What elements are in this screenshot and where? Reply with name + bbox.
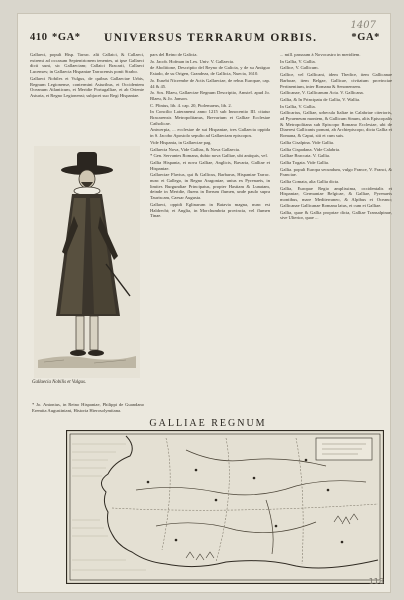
column-entry: Gallice, V. Gallicum.: [280, 65, 319, 71]
margin-number: 118: [368, 577, 384, 586]
column-entry: Jo. Sos. Blaeu, Gallaeciae Regnum Descriptio, Amstel. apud Jo. Blaeu, & Jo. Janson.: [150, 90, 270, 101]
figure-footnote: * Jo. Antonius, in Reino Hispaniae, Philippi de Guandano Eremita Augustiniani, Historia Hierosolymitana.: [32, 402, 144, 413]
text-columns: [30, 52, 392, 440]
pencil-annotation: 1407: [350, 20, 376, 31]
map-title: GALLIAE REGNUM: [149, 418, 267, 429]
column-middle: [150, 52, 270, 440]
column-entry: Gallaeci, oppidi Eglinarum in Batavia magna, nunc est Haldrecht; et Anglia, in Morchumbria provincia, vel flumen Tinae.: [150, 201, 270, 219]
column-entry: C. Plinius, lib. 4. cap. 20, Ptolemaeus, lib. 2.: [150, 102, 232, 108]
column-entry: Gallia. populi Europa secundum, vulgo France, V. Franci, & Franciae.: [280, 166, 392, 178]
column-entry: In Concilio Lateranensi anno 1215 sub Innocentio III. citatur Bracarensis Metropolitanus, Brevarium et Galliae Ecclesiae Catholicae.: [150, 109, 270, 126]
column-entry: Gallia Hispania, et nova Galliae, Anglicis, Bavaria, Galliae et Hispaniae.: [150, 159, 270, 171]
column-entry: Gallaeci Nobiles et Vulgus, de quibus Gallaeciae Urbis, Regnum Legionense, contermini Asturibus, et Occidentem Oceanum Atlanticum, et Meridie Portugalliae, et ab Oriente Asturia, et Regno Legionensi; subjacet suo Regi Hispaniae.: [30, 75, 144, 98]
column-entry: In Gallia, V. Gallia.: [280, 103, 316, 109]
column-entry: Gallaeciae Flavius, qui & Gallicus, Barbarus, Hispaniae Tarrac. nunc et Gallego, in Regno Aragoniae, unius ex Pyrenaeis, in limites Burgundiae Principatus, propter Hastiam & Lunatam, deinde in Meridie, fluens in Iberum flumen, unde paulo supra Tauriscam, Caesar Augusta.: [150, 172, 270, 201]
column-entry: Gallicanae, V. Gallicanum Acta. V. Gallicana.: [280, 90, 364, 96]
column-entry: ... mill. passuum à Novocastro in meridiem.: [280, 52, 361, 57]
column-entry: Galliae Braccata. V. Gallia.: [280, 153, 331, 159]
column-entry: Gallia Cisalpina. Vide Gallia.: [280, 139, 335, 145]
column-entry: Gallia, & In Principatu de Gallia, V. Wallia.: [280, 96, 361, 102]
column-entry: Gallia Comata, alia Gallia dicta.: [280, 179, 340, 185]
column-entry: Gallaeci, populi Hisp. Tarrac. alii Callaici, & Callaeci, extremi ad occasum Septentrionem tenentes, ut ipse Gallaeci dicti sunt, sic Gallaeciam; Callaici Bracarii, Callaeci Lucenses; in Gallaecia Hispaniae Tarracensis ponit Strabo.: [30, 52, 144, 75]
column-entry: Antwerpia, ... ecclesiae de sui Hispaniae, tres Gallaecia oppida in S. Jacobo Apostolo sepulto ad Gallaeciam episcopos.: [150, 127, 270, 139]
header-title: UNIVERSUS TERRARUM ORBIS.: [104, 32, 318, 44]
column-entry: In Gallia, V. Gallia.: [280, 58, 316, 64]
column-entry: Gallice, vel Gallicani, idem Thedice, item Gallicanae Barboae, item Belgae, Gallicae, civitatum provinciae Pertinentium, inter Romana & Senonensem.: [280, 72, 392, 89]
column-entry: * Gen. Servantes Romana, dubio nova Galliae, ubi antiquis, vel.: [150, 153, 268, 159]
galliae-regnum-map: [66, 430, 384, 584]
gallaecian-nobleman-woodcut: [34, 146, 140, 378]
running-header: [30, 32, 380, 48]
column-entry: Gallia Togata. Vide Gallia.: [280, 159, 330, 165]
header-right-mark: *GA*: [351, 32, 380, 43]
column-entry: Gallia, quae & Gallia propriae dicta, Galliae Transalpinae, sive Ulterior, quae ...: [280, 209, 392, 221]
column-entry: Gallia Cispadana. Vide Calabria.: [280, 146, 341, 152]
column-entry: Jo. Jacob. Hofman in Lex. Univ. V. Gallaecia.: [150, 58, 235, 64]
column-right: [280, 52, 392, 440]
column-entry: Jo. Eusebi Nicrembe de Actis Gallaeciae, de rebus Europae, cap. 44 & 45.: [150, 77, 270, 89]
column-entry: Vide Hispania, in Gallaeciae pag.: [150, 139, 212, 145]
column-entry: de Abolitione, Descriptio del Reyno de Galicia, y de su Antiguo Estado, de su Origen, Grandeza, de Gallicia, Nuecia, 1610.: [150, 65, 270, 77]
page-number: 410: [30, 32, 48, 43]
column-entry: Gallia, Europae Regio amplissima, occidentalis et Hispaniae, Germaniae Belgicae, & Galliae, Pyrenaeis montibus, mare Mediterraneo, & Alpibus et Oceano; Gallicanae Gallicanae Romana latus, et cum et Galliae.: [280, 185, 392, 208]
column-entry: pars del Reino de Galicia.: [150, 52, 198, 57]
book-page: [18, 14, 390, 592]
column-left: [30, 52, 144, 440]
column-entry: Gallicarius, Galliae, urbecula Italiae in Calabriae citerioris, ad Pyraeneum montem, & Gallicum Sinum, aliis Episcopalis & Metropolitana sub Episcopo Romano Ecclesiae, ubi de Diaeresi Gallicanis ponunt, ab Archiepiscopo, dicta Gallia et Romana, & Caput, siti et cum suis.: [280, 110, 392, 139]
header-left-mark: *GA*: [52, 32, 81, 43]
column-entry: Gallaecia Nova, Vide Gallias, & Nova Gallaecia.: [150, 146, 241, 152]
figure-caption: Gallaecia Nobilis et Vulgus.: [32, 380, 87, 385]
